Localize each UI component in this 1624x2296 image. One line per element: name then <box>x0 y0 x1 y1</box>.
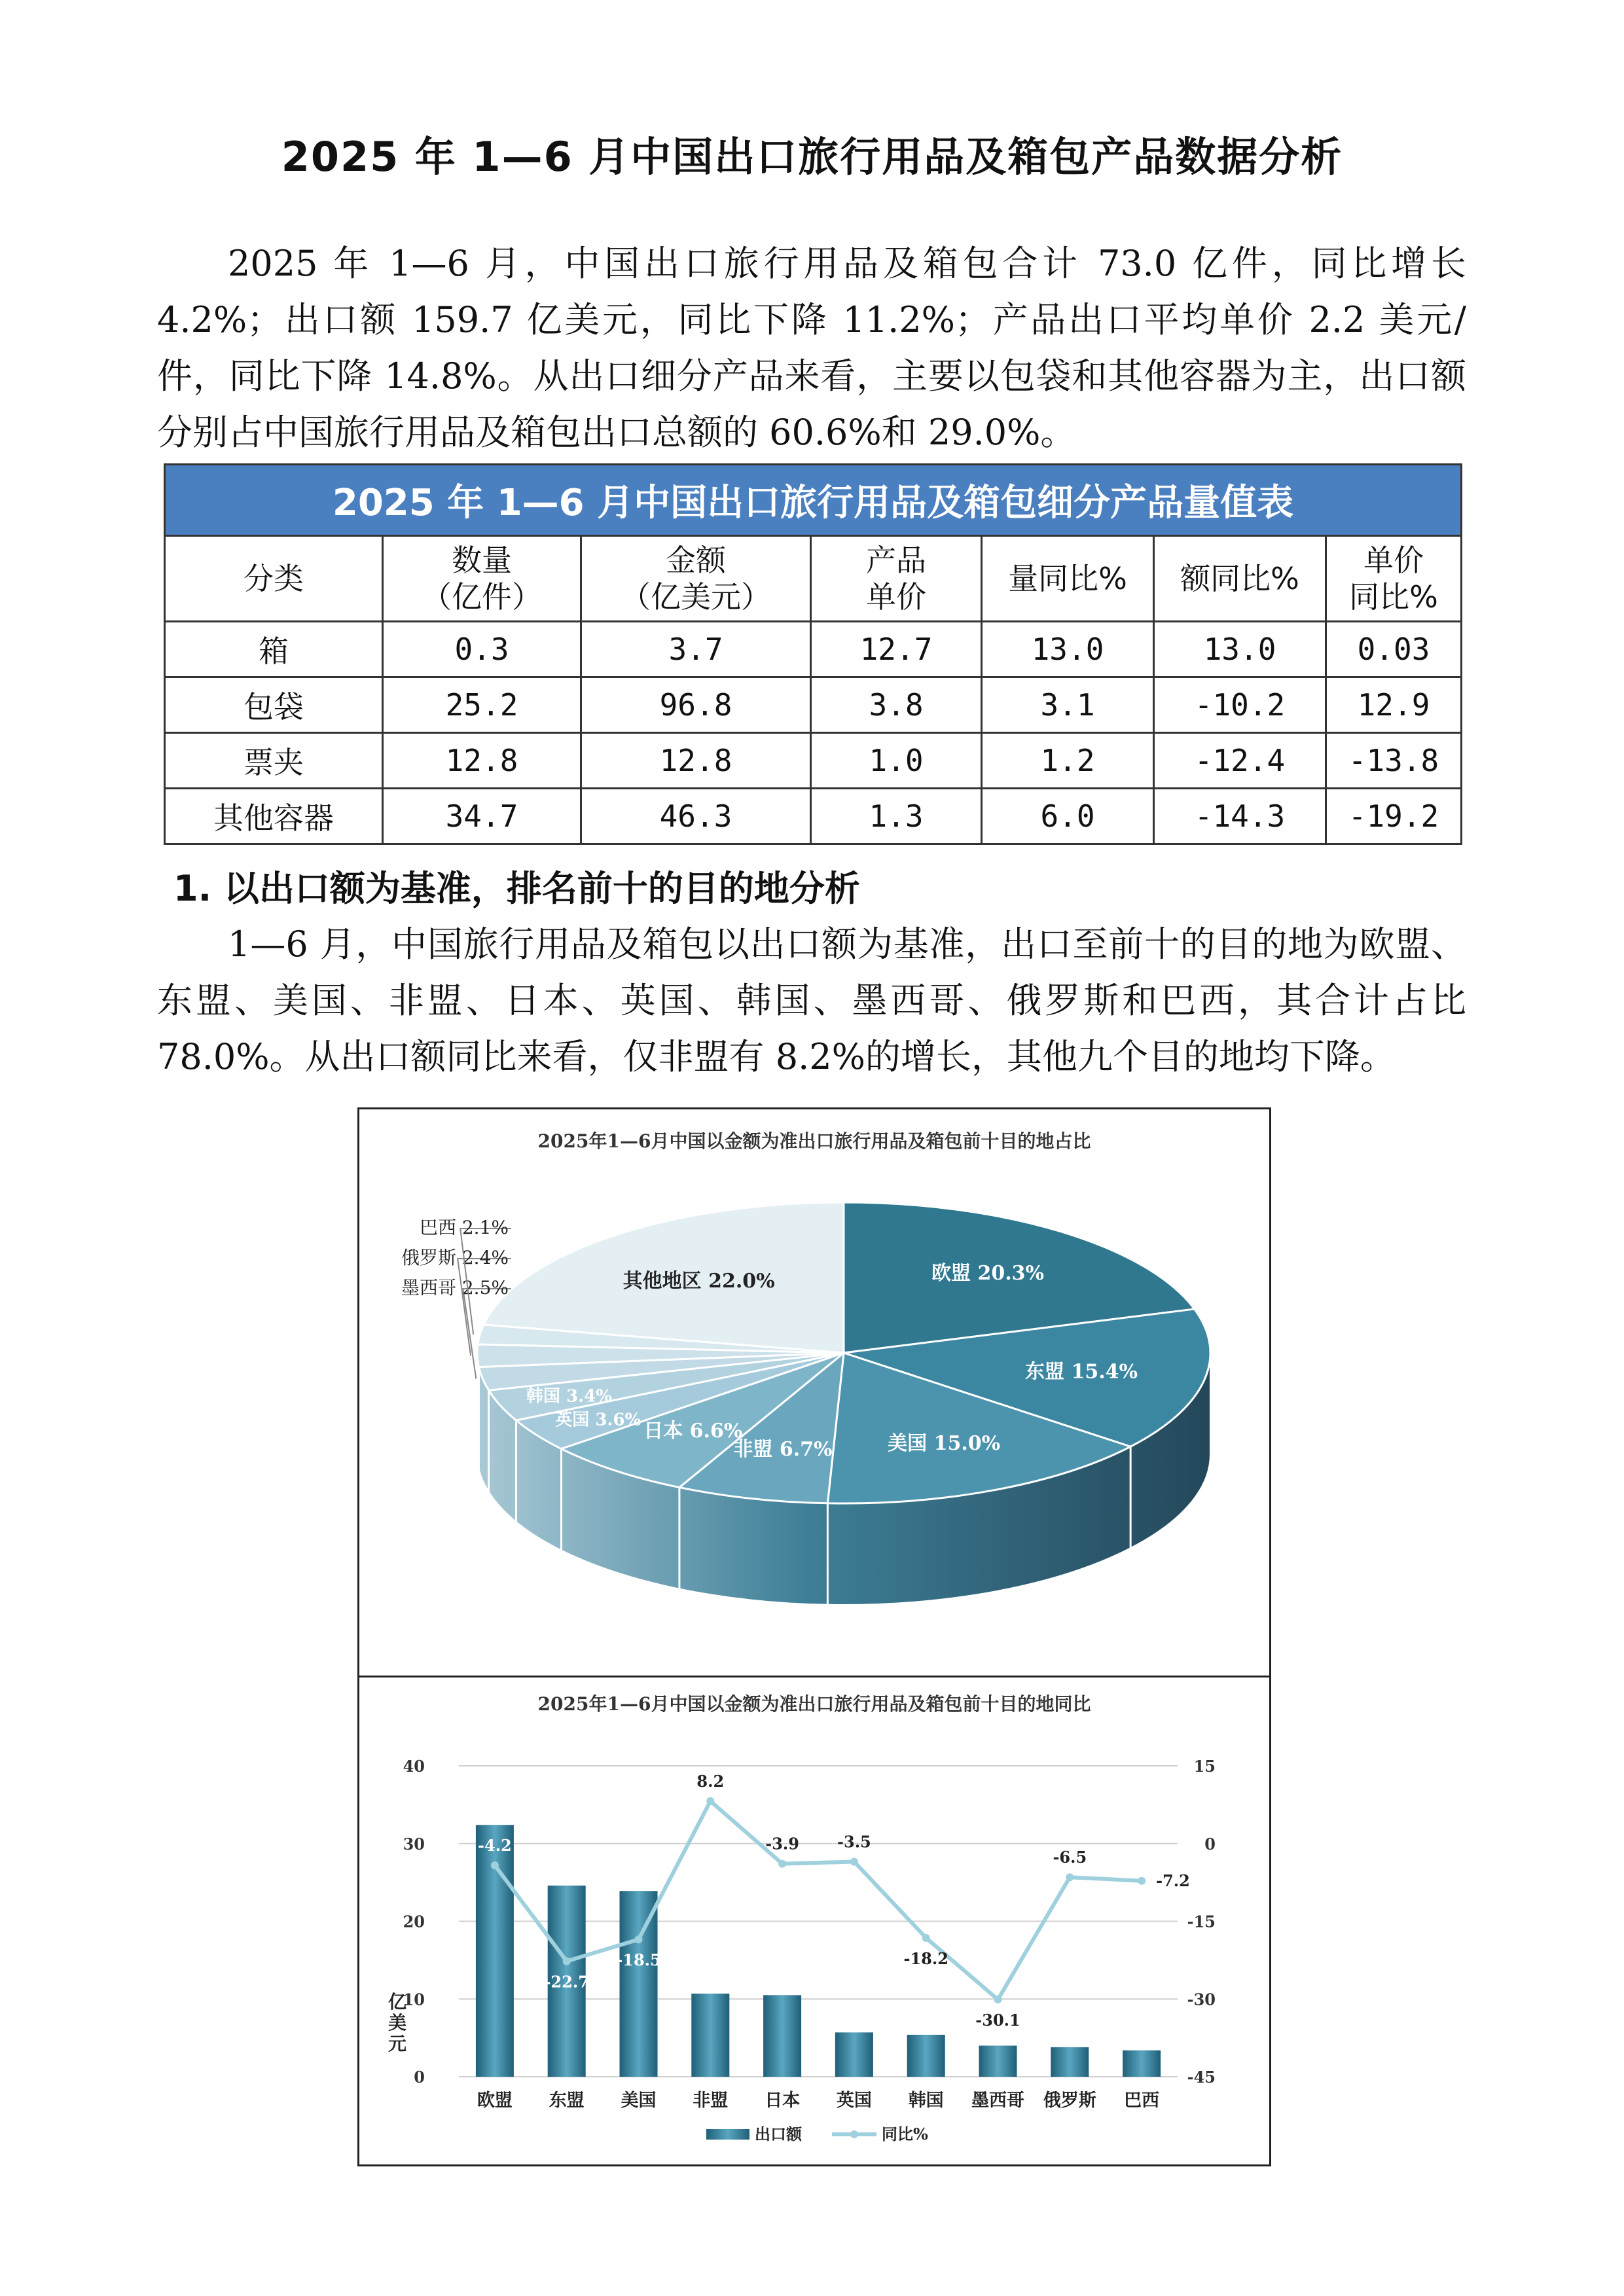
table-cell: 箱 <box>165 622 383 677</box>
table-cell: 3.8 <box>811 677 982 733</box>
pie-label: 欧盟 20.3% <box>931 1262 1045 1285</box>
y-axis-label <box>388 1991 406 2054</box>
table-row <box>165 622 1462 677</box>
bar <box>620 1891 658 2077</box>
y-tick-label: 30 <box>403 1834 425 1854</box>
header-cell: 单价 同比% <box>1326 536 1462 622</box>
header-cell: 产品 单价 <box>811 536 982 622</box>
y-tick-label: 20 <box>403 1912 425 1931</box>
y2-tick-label: -45 <box>1187 2068 1216 2087</box>
table-row <box>165 789 1462 844</box>
table-cell: -13.8 <box>1326 733 1462 789</box>
header-cell: 分类 <box>165 536 383 622</box>
pie-label: 东盟 15.4% <box>1025 1360 1138 1384</box>
x-tick-label: 美国 <box>621 2090 657 2111</box>
yoy-data-label: -6.5 <box>1053 1848 1087 1867</box>
legend-label: 同比% <box>882 2125 928 2144</box>
legend-swatch-bar <box>706 2129 749 2140</box>
y2-tick-label: -15 <box>1187 1912 1216 1931</box>
x-tick-label: 巴西 <box>1124 2090 1160 2111</box>
table-cell: 12.7 <box>811 622 982 677</box>
x-tick-label: 非盟 <box>693 2090 729 2111</box>
yoy-point <box>635 1935 643 1943</box>
x-tick-label: 韩国 <box>908 2090 944 2111</box>
bar <box>835 2032 873 2077</box>
pie-label: 非盟 6.7% <box>733 1437 833 1461</box>
table-cell: 12.8 <box>581 733 811 789</box>
yoy-data-label: -18.2 <box>903 1948 948 1968</box>
intro-paragraph: 2025 年 1—6 月，中国出口旅行用品及箱包合计 73.0 亿件，同比增长 4.2%；出口额 159.7 亿美元，同比下降 11.2%；产品出口平均单价 2.2 美元/件，同比下降 14.8%。从出口细分产品来看，主要以包袋和其他容器为主，出口额分别占中国旅行用品及箱包出口总额的 60.6%和 29.0%。 <box>157 243 1466 453</box>
y-tick-label: 40 <box>403 1757 425 1776</box>
table-cell: 3.1 <box>982 677 1154 733</box>
pie-label: 其他地区 22.0% <box>623 1270 775 1293</box>
yoy-point <box>850 1857 858 1865</box>
table-cell: -14.3 <box>1154 789 1326 844</box>
yoy-data-label: 8.2 <box>696 1771 725 1791</box>
table-cell: 包袋 <box>165 677 383 733</box>
yoy-point <box>922 1934 930 1942</box>
table-cell: 3.7 <box>581 622 811 677</box>
yoy-data-label: -7.2 <box>1156 1871 1190 1890</box>
yoy-data-label: -3.9 <box>765 1834 799 1854</box>
y-axis-label-char: 元 <box>388 2033 407 2054</box>
y-axis-label-char: 美 <box>388 2012 407 2034</box>
yoy-data-label: -18.5 <box>616 1950 661 1970</box>
table-cell: 1.2 <box>982 733 1154 789</box>
yoy-point <box>706 1797 714 1805</box>
table-cell: -12.4 <box>1154 733 1326 789</box>
table-row <box>165 733 1462 789</box>
table-cell: 6.0 <box>982 789 1154 844</box>
table-cell: 25.2 <box>383 677 581 733</box>
table-cell: -19.2 <box>1326 789 1462 844</box>
x-tick-label: 日本 <box>765 2090 801 2111</box>
x-tick-label: 英国 <box>836 2090 872 2111</box>
pie-chart-box <box>357 1107 1271 1679</box>
legend-label: 出口额 <box>755 2125 802 2144</box>
pie-label: 英国 3.6% <box>555 1410 641 1430</box>
yoy-point <box>491 1861 499 1869</box>
bar-line-chart <box>359 1677 1269 2164</box>
pie-label: 俄罗斯 2.4% <box>401 1247 509 1268</box>
table-cell: 1.0 <box>811 733 982 789</box>
yoy-point <box>994 1996 1002 2003</box>
bar <box>691 1994 729 2077</box>
table-cell: 34.7 <box>383 789 581 844</box>
y-tick-label: 10 <box>403 1990 425 2009</box>
legend-swatch-point <box>850 2130 858 2138</box>
y-axis-label-char: 亿 <box>388 1991 407 2013</box>
bar-title: 2025年1—6月中国以金额为准出口旅行用品及箱包前十目的地同比 <box>537 1693 1091 1715</box>
x-tick-label: 墨西哥 <box>971 2090 1024 2111</box>
table-cell: 0.03 <box>1326 622 1462 677</box>
bar-chart-box <box>357 1676 1271 2166</box>
yoy-point <box>778 1860 786 1868</box>
y2-tick-label: -30 <box>1187 1990 1216 2009</box>
table-cell: -10.2 <box>1154 677 1326 733</box>
table-cell: 1.3 <box>811 789 982 844</box>
bar <box>1051 2047 1089 2077</box>
header-cell: 量同比% <box>982 536 1154 622</box>
x-tick-label: 东盟 <box>549 2090 585 2111</box>
yoy-data-label: -22.7 <box>544 1972 589 1992</box>
table-header-row <box>165 536 1462 622</box>
table-cell: 12.8 <box>383 733 581 789</box>
y2-tick-label: 15 <box>1193 1757 1216 1776</box>
header-cell: 金额 （亿美元） <box>581 536 811 622</box>
yoy-data-label: -3.5 <box>837 1832 871 1852</box>
y-tick-label: 0 <box>414 2068 425 2087</box>
bar <box>763 1995 801 2077</box>
y2-tick-label: 0 <box>1204 1834 1216 1854</box>
pie-label: 墨西哥 2.5% <box>401 1277 509 1299</box>
pie-title: 2025年1—6月中国以金额为准出口旅行用品及箱包前十目的地占比 <box>537 1130 1091 1152</box>
yoy-data-label: -30.1 <box>975 2011 1020 2030</box>
page-title: 2025 年 1—6 月中国出口旅行用品及箱包产品数据分析 <box>281 133 1343 181</box>
section-heading: 1. 以出口额为基准，排名前十的目的地分析 <box>173 868 860 909</box>
table-cell: 12.9 <box>1326 677 1462 733</box>
header-cell: 额同比% <box>1154 536 1326 622</box>
yoy-data-label: -4.2 <box>478 1836 512 1855</box>
pie-label: 巴西 2.1% <box>419 1217 509 1238</box>
table-cell: 0.3 <box>383 622 581 677</box>
product-table <box>164 463 1462 845</box>
x-tick-label: 俄罗斯 <box>1043 2090 1096 2111</box>
table-row <box>165 677 1462 733</box>
section-paragraph: 1—6 月，中国旅行用品及箱包以出口额为基准，出口至前十的目的地为欧盟、东盟、美国、非盟、日本、英国、韩国、墨西哥、俄罗斯和巴西，其合计占比 78.0%。从出口额同比来看，仅非盟有 8.2%的增长，其他九个目的地均下降。 <box>157 924 1466 1077</box>
bar <box>907 2035 945 2077</box>
yoy-point <box>563 1957 571 1965</box>
header-cell: 数量 （亿件） <box>383 536 581 622</box>
table-cell: 96.8 <box>581 677 811 733</box>
bar <box>979 2046 1017 2077</box>
pie-label: 韩国 3.4% <box>526 1386 612 1407</box>
table-caption: 2025 年 1—6 月中国出口旅行用品及箱包细分产品量值表 <box>165 465 1462 536</box>
table-cell: 13.0 <box>982 622 1154 677</box>
table-cell: 46.3 <box>581 789 811 844</box>
table-cell: 13.0 <box>1154 622 1326 677</box>
yoy-point <box>1066 1873 1074 1881</box>
bar <box>1123 2051 1161 2077</box>
pie-chart <box>359 1109 1269 1677</box>
pie-label: 美国 15.0% <box>888 1432 1001 1456</box>
yoy-line <box>495 1801 1142 2000</box>
table-cell: 票夹 <box>165 733 383 789</box>
table-cell: 其他容器 <box>165 789 383 844</box>
yoy-point <box>1138 1877 1146 1885</box>
pie-label: 日本 6.6% <box>643 1419 743 1443</box>
x-tick-label: 欧盟 <box>477 2090 513 2111</box>
